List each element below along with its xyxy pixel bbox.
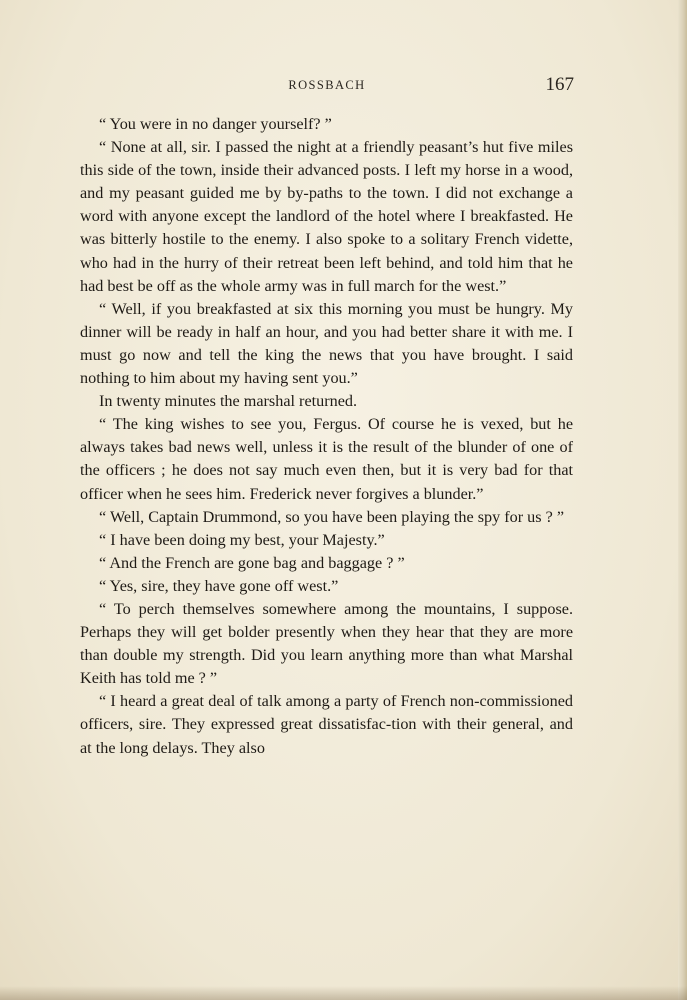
paragraph-8: “ And the French are gone bag and baggage ? ” xyxy=(99,553,405,572)
page-number: 167 xyxy=(545,74,574,95)
page-edge xyxy=(678,0,687,1000)
paragraph-4: In twenty minutes the marshal returned. xyxy=(99,392,358,411)
paragraph-7: “ I have been doing my best, your Majesty.” xyxy=(99,530,385,549)
paragraph-3: “ Well, if you breakfasted at six this morning you must be hungry. My dinner will be ready in half an hour, and you had better share it with me. I must go now and tell the king the news that you have brought. I said nothing to him about my having sent you.” xyxy=(80,299,573,388)
paragraph-6: “ Well, Captain Drummond, so you have been playing the spy for us ? ” xyxy=(99,507,565,526)
body-text xyxy=(80,113,573,760)
page-header xyxy=(80,74,574,104)
page-bottom-shadow xyxy=(0,986,687,1000)
paragraph-10: “ To perch themselves somewhere among the mountains, I suppose. Perhaps they will get bolder presently when they hear that they are more than double my strength. Did you learn anything more than what Marshal Keith has told me ? ” xyxy=(80,599,573,688)
paragraph-5: “ The king wishes to see you, Fergus. Of course he is vexed, but he always takes bad news well, unless it is the result of the blunder of one of the officers ; he does not say much even then, but it is very bad for that officer when he sees him. Frederick never forgives a blunder.” xyxy=(80,415,573,503)
paragraph-9: “ Yes, sire, they have gone off west.” xyxy=(99,576,339,595)
paragraph-1: “ You were in no danger yourself? ” xyxy=(99,115,332,133)
paragraph-11: “ I heard a great deal of talk among a party of French non-commissioned officers, sire. They expressed great dissatisfac-tion with their general, and at the long delays. They also xyxy=(80,692,573,757)
running-head: ROSSBACH xyxy=(288,78,366,92)
paragraph-2: “ None at all, sir. I passed the night at a friendly peasant’s hut five miles this side of the town, inside their advanced posts. I left my horse in a wood, and my peasant guided me by by-paths to the town. I did not exchange a word with anyone except the landlord of the hotel where I breakfasted. He was bitterly hostile to the enemy. I also spoke to a solitary French vidette, who had in the hurry of their retreat been left behind, and told him that he had best be off as the whole army was in full march for the west.” xyxy=(80,138,573,295)
